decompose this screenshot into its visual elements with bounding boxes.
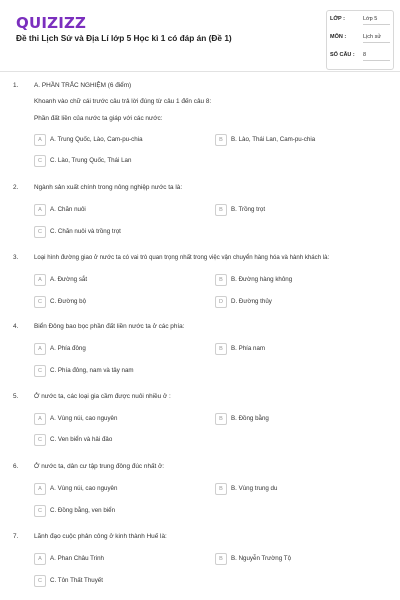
option-text: C. Lào, Trung Quốc, Thái Lan [50,157,132,164]
meta-label: LỚP : [330,16,345,22]
option-letter-box: A [34,134,46,146]
question-text: Phần đất liền của nước ta giáp với các nước: [34,115,163,122]
option-letter-box: C [34,434,46,446]
option-letter-box: A [34,204,46,216]
option-letter-box: C [34,226,46,238]
question-text: Biển Đông bao bọc phần đất liền nước ta ở các phía: [34,323,185,330]
option-text: A. Chăn nuôi [50,206,86,213]
option-letter-box: D [215,296,227,308]
option-text: C. Đồng bằng, ven biển [50,507,116,514]
option-letter-box: A [34,274,46,286]
question-number: 7. [13,533,19,540]
meta-row-subject [327,31,393,45]
meta-value: 8 [363,52,390,61]
question-text: Loại hình đường giao ở nước ta có vai trò quan trọng nhất trong việc vận chuyển hàng hóa và hành khách là: [34,254,330,261]
section-title: A. PHẦN TRẮC NGHIỆM (6 điểm) [34,82,132,89]
question-text: Ở nước ta, dân cư tập trung đông đúc nhất ở: [34,463,165,470]
section-number: 1. [13,82,19,89]
question-number: 5. [13,393,19,400]
option-letter-box: A [34,413,46,425]
question-text: Ở nước ta, các loại gia cầm được nuôi nhiều ở : [34,393,171,400]
option-letter-box: B [215,274,227,286]
option-text: D. Đường thủy [231,298,272,305]
question-number: 2. [13,184,19,191]
option-letter-box: B [215,204,227,216]
option-text: A. Vùng núi, cao nguyên [50,485,118,492]
option-text: C. Đường bộ [50,298,87,305]
option-letter-box: C [34,365,46,377]
option-letter-box: B [215,413,227,425]
question-number: 3. [13,254,19,261]
question-number: 4. [13,323,19,330]
option-text: C. Chăn nuôi và trồng trọt [50,228,121,235]
option-text: B. Lào, Thái Lan, Cam-pu-chia [231,136,316,143]
option-letter-box: A [34,483,46,495]
option-text: A. Trung Quốc, Lào, Cam-pu-chia [50,136,143,143]
question-text: Lãnh đạo cuộc phản công ở kinh thành Huế là: [34,533,167,540]
option-text: B. Đường hàng không [231,276,293,283]
meta-label: SỐ CÂU : [330,52,355,58]
option-letter-box: A [34,553,46,565]
option-text: B. Phía nam [231,345,266,352]
question-number: 6. [13,463,19,470]
meta-label: MÔN : [330,34,347,40]
option-text: A. Phan Châu Trinh [50,555,105,562]
quizizz-logo: QUIZIZZ [16,14,87,32]
option-letter-box: C [34,296,46,308]
meta-box [326,10,394,70]
option-letter-box: B [215,343,227,355]
option-letter-box: A [34,343,46,355]
question-text: Ngành sản xuất chính trong nông nghiệp nước ta là: [34,184,183,191]
meta-row-class [327,13,393,27]
option-text: A. Vùng núi, cao nguyên [50,415,118,422]
option-text: B. Đồng bằng [231,415,269,422]
option-text: C. Phía đông, nam và tây nam [50,367,134,374]
document-title: Đề thi Lịch Sử và Địa Lí lớp 5 Học kì 1 có đáp án (Đề 1) [16,33,232,43]
option-text: A. Đường sắt [50,276,88,283]
option-text: C. Ven biển và hải đảo [50,436,113,443]
header-divider [0,71,400,72]
option-text: B. Trồng trọt [231,206,266,213]
meta-row-count [327,49,393,63]
meta-value: Lịch sử [363,34,390,43]
option-letter-box: B [215,553,227,565]
option-text: A. Phía đông [50,345,86,352]
option-letter-box: C [34,575,46,587]
option-letter-box: B [215,483,227,495]
option-text: B. Vùng trung du [231,485,278,492]
worksheet-header [0,0,400,72]
option-letter-box: B [215,134,227,146]
option-letter-box: C [34,505,46,517]
option-text: B. Nguyễn Trường Tộ [231,555,292,562]
option-letter-box: C [34,155,46,167]
option-text: C. Tôn Thất Thuyết [50,577,103,584]
meta-value: Lớp 5 [363,16,390,25]
section-instruction: Khoanh vào chữ cái trước câu trả lời đúng từ câu 1 đến câu 8: [34,98,212,105]
